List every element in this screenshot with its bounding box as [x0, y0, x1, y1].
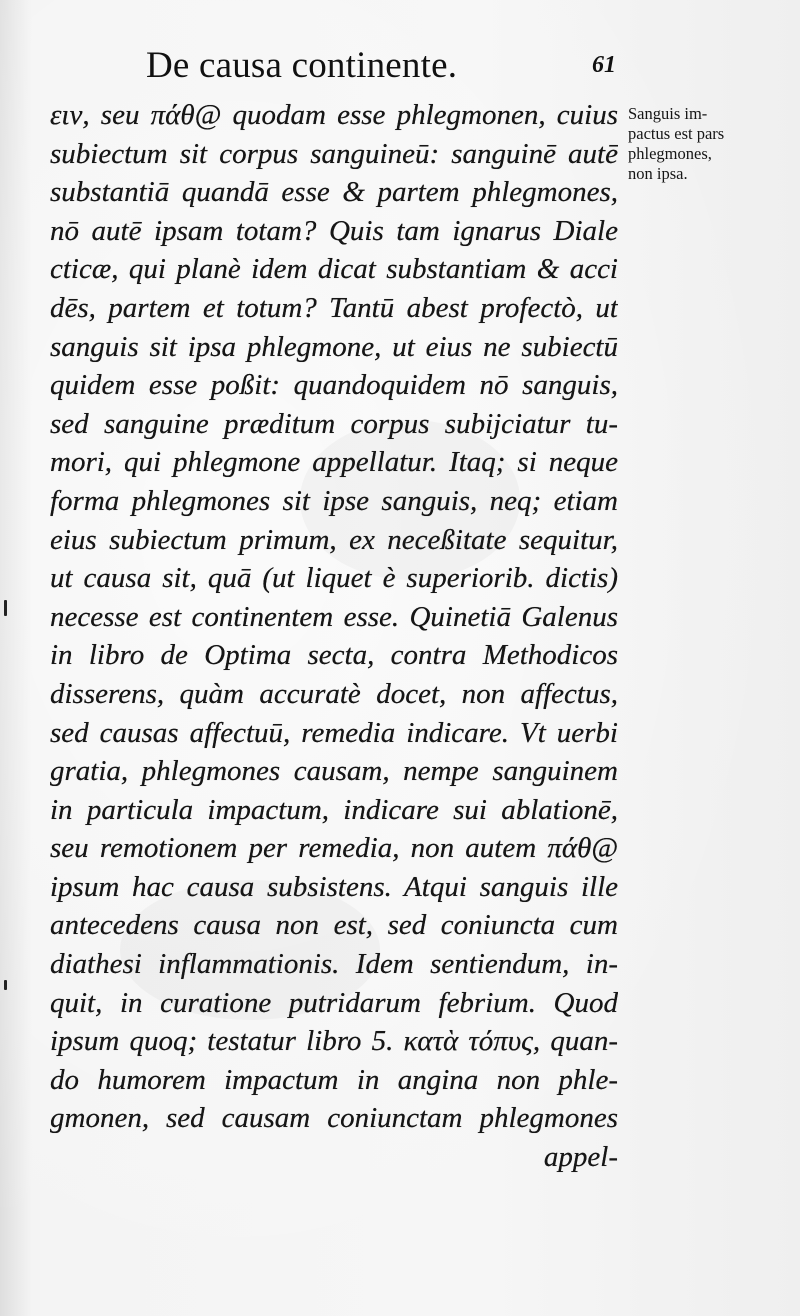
- marginal-note-line: Sanguis im-: [628, 104, 708, 123]
- text-line: subiectum sit corpus sanguineū: sanguinē autē: [50, 137, 618, 170]
- text-line: forma phlegmones sit ipse sanguis, neq; etiam: [50, 484, 618, 517]
- text-line: sanguis sit ipsa phlegmone, ut eius ne subiectū: [50, 330, 618, 363]
- text-line: sed sanguine præditum corpus subijciatur tu-: [50, 407, 618, 440]
- gutter-mark: [4, 980, 7, 990]
- catchword: appel-: [543, 1141, 618, 1174]
- text-line: eius subiectum primum, ex neceßitate sequitur,: [50, 523, 618, 556]
- text-line: necesse est continentem esse. Quinetiā Galenus: [50, 600, 618, 633]
- text-line: gmonen, sed causam coniunctam phlegmones: [50, 1102, 618, 1135]
- text-line: ειν, seu πάθ@ quodam esse phlegmonen, cuius: [50, 99, 618, 131]
- running-head: [146, 44, 616, 90]
- text-line: do humorem impactum in angina non phle-: [50, 1063, 618, 1096]
- text-line: quidem esse poßit: quandoquidem nō sanguis,: [50, 369, 618, 402]
- body-text: [50, 96, 618, 1177]
- marginal-note-line: phlegmones,: [628, 144, 712, 163]
- text-line: substantiā quandā esse & partem phlegmones,: [50, 176, 618, 209]
- text-line: ut causa sit, quā (ut liquet è superiorib. dictis): [50, 562, 618, 595]
- text-line: ipsum hac causa subsistens. Atqui sanguis ille: [50, 870, 618, 903]
- text-line: dēs, partem et totum? Tantū abest profectò, ut: [50, 291, 618, 324]
- running-title: De causa continente.: [146, 45, 458, 86]
- text-line: gratia, phlegmones causam, nempe sanguinem: [50, 755, 618, 788]
- text-line: disserens, quàm accuratè docet, non affectus,: [50, 677, 618, 710]
- text-line: diathesi inflammationis. Idem sentiendum, in-: [50, 948, 618, 981]
- text-line: ipsum quoq; testatur libro 5. κατὰ τόπυς, quan-: [50, 1025, 618, 1058]
- text-line: sed causas affectuū, remedia indicare. Vt uerbi: [50, 716, 618, 749]
- page-number: 61: [592, 52, 616, 78]
- marginal-note-line: pactus est pars: [628, 124, 725, 143]
- text-line: cticæ, qui planè idem dicat substantiam & acci: [50, 253, 618, 286]
- text-line: quit, in curatione putridarum febrium. Quod: [50, 986, 618, 1019]
- gutter-mark: [4, 600, 7, 616]
- text-line: seu remotionem per remedia, non autem πάθ@: [50, 832, 618, 865]
- marginal-note: [628, 104, 788, 184]
- marginal-note-line: non ipsa.: [628, 164, 688, 183]
- text-line: in libro de Optima secta, contra Methodicos: [50, 639, 618, 672]
- text-line: mori, qui phlegmone appellatur. Itaq; si neque: [50, 446, 618, 479]
- text-line: antecedens causa non est, sed coniuncta cum: [50, 909, 618, 942]
- text-line: nō autē ipsam totam? Quis tam ignarus Diale: [50, 214, 618, 247]
- text-line: in particula impactum, indicare sui ablationē,: [50, 793, 618, 826]
